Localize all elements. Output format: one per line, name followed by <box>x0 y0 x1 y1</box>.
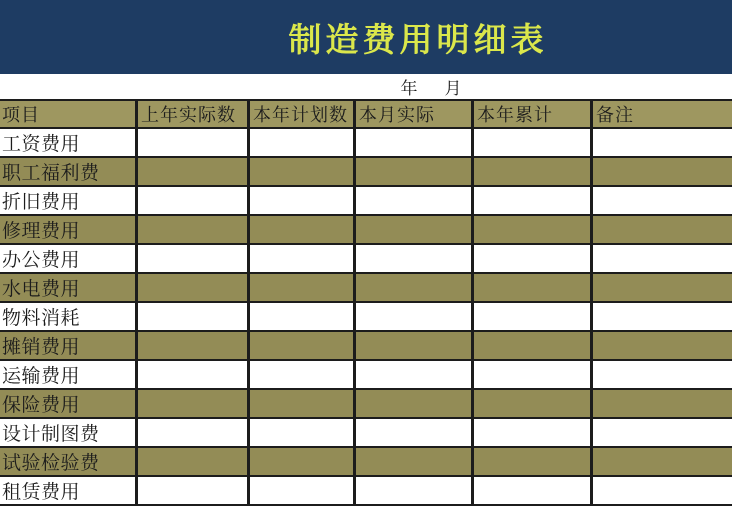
expense-table <box>0 99 732 506</box>
empty-cell <box>137 418 249 447</box>
empty-cell <box>137 215 249 244</box>
table-row <box>0 360 732 389</box>
table-row <box>0 128 732 157</box>
empty-cell <box>249 128 355 157</box>
empty-cell <box>355 128 473 157</box>
empty-cell <box>137 157 249 186</box>
col-header-prev-year-actual: 上年实际数 <box>137 100 249 128</box>
empty-cell <box>249 273 355 302</box>
empty-cell <box>592 273 732 302</box>
empty-cell <box>137 476 249 505</box>
empty-cell <box>473 331 592 360</box>
empty-cell <box>249 476 355 505</box>
col-header-item: 项目 <box>0 100 137 128</box>
empty-cell <box>473 360 592 389</box>
empty-cell <box>249 157 355 186</box>
empty-cell <box>355 418 473 447</box>
empty-cell <box>355 244 473 273</box>
col-header-remarks: 备注 <box>592 100 732 128</box>
empty-cell <box>473 476 592 505</box>
date-line <box>0 74 732 99</box>
empty-cell <box>137 389 249 418</box>
empty-cell <box>592 360 732 389</box>
empty-cell <box>592 128 732 157</box>
empty-cell <box>355 273 473 302</box>
empty-cell <box>249 447 355 476</box>
table-row <box>0 215 732 244</box>
row-label: 设计制图费 <box>0 418 137 447</box>
empty-cell <box>473 215 592 244</box>
row-label: 办公费用 <box>0 244 137 273</box>
row-label: 摊销费用 <box>0 331 137 360</box>
empty-cell <box>592 157 732 186</box>
row-label: 保险费用 <box>0 389 137 418</box>
row-label: 物料消耗 <box>0 302 137 331</box>
empty-cell <box>137 128 249 157</box>
empty-cell <box>355 186 473 215</box>
empty-cell <box>473 302 592 331</box>
col-header-current-month-actual: 本月实际 <box>355 100 473 128</box>
empty-cell <box>355 476 473 505</box>
table-row <box>0 389 732 418</box>
empty-cell <box>249 215 355 244</box>
empty-cell <box>355 302 473 331</box>
empty-cell <box>137 302 249 331</box>
empty-cell <box>473 418 592 447</box>
empty-cell <box>137 186 249 215</box>
empty-cell <box>137 447 249 476</box>
empty-cell <box>355 360 473 389</box>
empty-cell <box>473 447 592 476</box>
month-label: 月 <box>445 74 462 99</box>
empty-cell <box>249 186 355 215</box>
empty-cell <box>592 331 732 360</box>
row-label: 租赁费用 <box>0 476 137 505</box>
empty-cell <box>473 244 592 273</box>
date-group <box>401 74 462 99</box>
row-label: 折旧费用 <box>0 186 137 215</box>
header-row <box>0 100 732 128</box>
table-row <box>0 244 732 273</box>
empty-cell <box>473 273 592 302</box>
empty-cell <box>249 389 355 418</box>
row-label: 职工福利费 <box>0 157 137 186</box>
empty-cell <box>473 128 592 157</box>
table-row <box>0 157 732 186</box>
empty-cell <box>137 244 249 273</box>
table-row <box>0 302 732 331</box>
row-label: 修理费用 <box>0 215 137 244</box>
row-label: 运输费用 <box>0 360 137 389</box>
empty-cell <box>355 447 473 476</box>
empty-cell <box>473 389 592 418</box>
page-title: 制造费用明细表 <box>289 14 548 61</box>
title-banner <box>0 0 732 74</box>
empty-cell <box>473 157 592 186</box>
empty-cell <box>592 476 732 505</box>
year-label: 年 <box>401 74 418 99</box>
empty-cell <box>137 360 249 389</box>
empty-cell <box>355 157 473 186</box>
col-header-current-year-plan: 本年计划数 <box>249 100 355 128</box>
empty-cell <box>249 331 355 360</box>
row-label: 水电费用 <box>0 273 137 302</box>
row-label: 工资费用 <box>0 128 137 157</box>
empty-cell <box>473 186 592 215</box>
table-row <box>0 186 732 215</box>
empty-cell <box>592 447 732 476</box>
col-header-current-year-cumulative: 本年累计 <box>473 100 592 128</box>
empty-cell <box>137 273 249 302</box>
empty-cell <box>592 389 732 418</box>
row-label: 试验检验费 <box>0 447 137 476</box>
table-row <box>0 273 732 302</box>
table-row <box>0 476 732 505</box>
empty-cell <box>249 360 355 389</box>
table-row <box>0 418 732 447</box>
empty-cell <box>249 302 355 331</box>
table-row <box>0 331 732 360</box>
empty-cell <box>355 331 473 360</box>
empty-cell <box>592 418 732 447</box>
empty-cell <box>592 244 732 273</box>
empty-cell <box>249 418 355 447</box>
empty-cell <box>137 331 249 360</box>
empty-cell <box>592 302 732 331</box>
empty-cell <box>592 186 732 215</box>
empty-cell <box>592 215 732 244</box>
empty-cell <box>355 215 473 244</box>
empty-cell <box>249 244 355 273</box>
empty-cell <box>355 389 473 418</box>
table-row <box>0 447 732 476</box>
